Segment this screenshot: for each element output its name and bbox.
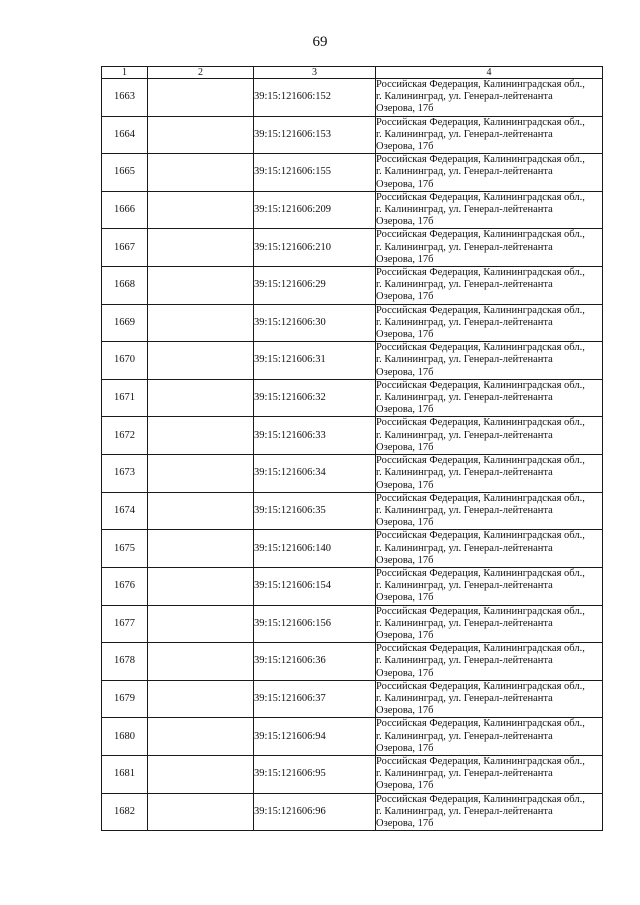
row-number: 1678 <box>102 643 148 681</box>
address-cell <box>376 417 603 455</box>
cadastral-number: 39:15:121606:156 <box>254 605 376 643</box>
address-line: г. Калининград, ул. Генерал-лейтенанта <box>376 204 553 216</box>
table-row <box>102 680 603 718</box>
address-line: Российская Федерация, Калининградская обл., <box>376 605 585 617</box>
address-line: Российская Федерация, Калининградская обл., <box>376 567 585 579</box>
address-cell <box>376 229 603 267</box>
address-line: г. Калининград, ул. Генерал-лейтенанта <box>376 429 553 441</box>
table-row <box>102 154 603 192</box>
address-line: Российская Федерация, Калининградская обл., <box>376 342 585 354</box>
table-row <box>102 567 603 605</box>
table-row <box>102 793 603 831</box>
column-2-cell <box>148 718 254 756</box>
address-line: г. Калининград, ул. Генерал-лейтенанта <box>376 128 553 140</box>
address-line: Озерова, 17б <box>376 366 434 378</box>
cadastral-number: 39:15:121606:32 <box>254 379 376 417</box>
cadastral-number: 39:15:121606:34 <box>254 455 376 493</box>
address-cell <box>376 267 603 305</box>
row-number: 1677 <box>102 605 148 643</box>
column-2-cell <box>148 79 254 117</box>
address-cell <box>376 116 603 154</box>
address-cell <box>376 530 603 568</box>
address-line: г. Калининград, ул. Генерал-лейтенанта <box>376 467 553 479</box>
address-line: Озерова, 17б <box>376 291 434 303</box>
column-2-cell <box>148 267 254 305</box>
address-cell <box>376 567 603 605</box>
address-line: г. Калининград, ул. Генерал-лейтенанта <box>376 692 553 704</box>
address-line: Озерова, 17б <box>376 479 434 491</box>
row-number: 1681 <box>102 755 148 793</box>
address-line: г. Калининград, ул. Генерал-лейтенанта <box>376 279 553 291</box>
cadastral-number: 39:15:121606:33 <box>254 417 376 455</box>
table-row <box>102 304 603 342</box>
column-2-cell <box>148 191 254 229</box>
column-2-cell <box>148 680 254 718</box>
table-row <box>102 605 603 643</box>
address-line: г. Калининград, ул. Генерал-лейтенанта <box>376 542 553 554</box>
address-cell <box>376 191 603 229</box>
page-number: 69 <box>312 34 328 50</box>
address-line: Российская Федерация, Калининградская обл., <box>376 755 585 767</box>
column-2-cell <box>148 567 254 605</box>
address-line: Российская Федерация, Калининградская обл., <box>376 718 585 730</box>
row-number: 1667 <box>102 229 148 267</box>
table-row <box>102 530 603 568</box>
address-line: г. Калининград, ул. Генерал-лейтенанта <box>376 655 553 667</box>
row-number: 1664 <box>102 116 148 154</box>
address-line: Озерова, 17б <box>376 592 434 604</box>
cadastral-number: 39:15:121606:210 <box>254 229 376 267</box>
row-number: 1672 <box>102 417 148 455</box>
column-2-cell <box>148 793 254 831</box>
address-line: Озерова, 17б <box>376 817 434 829</box>
address-cell <box>376 793 603 831</box>
column-2-cell <box>148 304 254 342</box>
column-2-cell <box>148 492 254 530</box>
address-cell <box>376 492 603 530</box>
cadastral-number: 39:15:121606:209 <box>254 191 376 229</box>
row-number: 1668 <box>102 267 148 305</box>
address-cell <box>376 379 603 417</box>
address-line: Российская Федерация, Калининградская обл., <box>376 455 585 467</box>
cadastral-number: 39:15:121606:35 <box>254 492 376 530</box>
address-line: Озерова, 17б <box>376 216 434 228</box>
address-line: Озерова, 17б <box>376 705 434 717</box>
address-line: г. Калининград, ул. Генерал-лейтенанта <box>376 504 553 516</box>
address-line: Озерова, 17б <box>376 517 434 529</box>
cadastral-number: 39:15:121606:94 <box>254 718 376 756</box>
row-number: 1674 <box>102 492 148 530</box>
address-cell <box>376 455 603 493</box>
table-row <box>102 718 603 756</box>
table-row <box>102 116 603 154</box>
row-number: 1671 <box>102 379 148 417</box>
column-header-4: 4 <box>376 67 603 79</box>
address-line: Российская Федерация, Калининградская обл., <box>376 304 585 316</box>
address-cell <box>376 718 603 756</box>
address-line: Российская Федерация, Калининградская обл., <box>376 267 585 279</box>
column-2-cell <box>148 417 254 455</box>
table-row <box>102 492 603 530</box>
row-number: 1666 <box>102 191 148 229</box>
column-2-cell <box>148 229 254 267</box>
row-number: 1676 <box>102 567 148 605</box>
column-2-cell <box>148 530 254 568</box>
row-number: 1669 <box>102 304 148 342</box>
address-line: г. Калининград, ул. Генерал-лейтенанта <box>376 580 553 592</box>
row-number: 1682 <box>102 793 148 831</box>
address-line: Российская Федерация, Калининградская обл., <box>376 379 585 391</box>
column-2-cell <box>148 643 254 681</box>
address-cell <box>376 680 603 718</box>
address-line: Озерова, 17б <box>376 141 434 153</box>
row-number: 1675 <box>102 530 148 568</box>
address-line: Российская Федерация, Калининградская обл., <box>376 793 585 805</box>
cadastral-number: 39:15:121606:155 <box>254 154 376 192</box>
cadastral-number: 39:15:121606:153 <box>254 116 376 154</box>
address-line: Озерова, 17б <box>376 404 434 416</box>
address-cell <box>376 605 603 643</box>
column-header-2: 2 <box>148 67 254 79</box>
table-row <box>102 379 603 417</box>
address-line: г. Калининград, ул. Генерал-лейтенанта <box>376 91 553 103</box>
address-cell <box>376 79 603 117</box>
address-line: г. Калининград, ул. Генерал-лейтенанта <box>376 805 553 817</box>
address-line: Озерова, 17б <box>376 742 434 754</box>
column-2-cell <box>148 116 254 154</box>
column-2-cell <box>148 605 254 643</box>
address-cell <box>376 154 603 192</box>
address-line: Российская Федерация, Калининградская обл., <box>376 79 585 90</box>
cadastral-number: 39:15:121606:154 <box>254 567 376 605</box>
address-line: Российская Федерация, Калининградская обл., <box>376 417 585 429</box>
cadastral-number: 39:15:121606:96 <box>254 793 376 831</box>
table-row <box>102 417 603 455</box>
cadastral-number: 39:15:121606:31 <box>254 342 376 380</box>
table-body <box>102 79 603 831</box>
address-cell <box>376 342 603 380</box>
row-number: 1679 <box>102 680 148 718</box>
address-line: Озерова, 17б <box>376 178 434 190</box>
table-row <box>102 342 603 380</box>
column-2-cell <box>148 755 254 793</box>
table-row <box>102 229 603 267</box>
address-line: Российская Федерация, Калининградская обл., <box>376 492 585 504</box>
row-number: 1665 <box>102 154 148 192</box>
address-line: Озерова, 17б <box>376 441 434 453</box>
address-cell <box>376 755 603 793</box>
table-row <box>102 191 603 229</box>
address-line: г. Калининград, ул. Генерал-лейтенанта <box>376 617 553 629</box>
table-row <box>102 267 603 305</box>
column-2-cell <box>148 342 254 380</box>
address-cell <box>376 643 603 681</box>
cadastral-number: 39:15:121606:30 <box>254 304 376 342</box>
cadastral-number: 39:15:121606:140 <box>254 530 376 568</box>
column-header-3: 3 <box>254 67 376 79</box>
column-2-cell <box>148 379 254 417</box>
cadastral-number: 39:15:121606:95 <box>254 755 376 793</box>
address-line: Озерова, 17б <box>376 329 434 341</box>
address-line: Озерова, 17б <box>376 253 434 265</box>
address-line: Российская Федерация, Калининградская обл., <box>376 154 585 166</box>
address-line: Озерова, 17б <box>376 554 434 566</box>
address-line: г. Калининград, ул. Генерал-лейтенанта <box>376 392 553 404</box>
address-line: Озерова, 17б <box>376 667 434 679</box>
table-row <box>102 755 603 793</box>
address-line: Российская Федерация, Калининградская обл., <box>376 530 585 542</box>
address-line: Российская Федерация, Калининградская обл., <box>376 643 585 655</box>
address-line: г. Калининград, ул. Генерал-лейтенанта <box>376 354 553 366</box>
address-line: Российская Федерация, Калининградская обл., <box>376 229 585 241</box>
row-number: 1663 <box>102 79 148 117</box>
cadastral-number: 39:15:121606:37 <box>254 680 376 718</box>
address-line: Озерова, 17б <box>376 629 434 641</box>
row-number: 1670 <box>102 342 148 380</box>
address-line: Российская Федерация, Калининградская обл., <box>376 116 585 128</box>
address-line: Российская Федерация, Калининградская обл., <box>376 680 585 692</box>
address-line: г. Калининград, ул. Генерал-лейтенанта <box>376 730 553 742</box>
address-line: Российская Федерация, Калининградская обл., <box>376 191 585 203</box>
cadastral-number: 39:15:121606:152 <box>254 79 376 117</box>
address-line: г. Калининград, ул. Генерал-лейтенанта <box>376 166 553 178</box>
row-number: 1673 <box>102 455 148 493</box>
property-registry-table <box>101 66 603 831</box>
cadastral-number: 39:15:121606:29 <box>254 267 376 305</box>
table-header-row <box>102 67 603 79</box>
column-2-cell <box>148 154 254 192</box>
cadastral-number: 39:15:121606:36 <box>254 643 376 681</box>
address-cell <box>376 304 603 342</box>
table-row <box>102 643 603 681</box>
address-line: г. Калининград, ул. Генерал-лейтенанта <box>376 768 553 780</box>
table-row <box>102 79 603 117</box>
row-number: 1680 <box>102 718 148 756</box>
table-row <box>102 455 603 493</box>
address-line: Озерова, 17б <box>376 780 434 792</box>
column-2-cell <box>148 455 254 493</box>
address-line: г. Калининград, ул. Генерал-лейтенанта <box>376 316 553 328</box>
address-line: Озерова, 17б <box>376 103 434 115</box>
address-line: г. Калининград, ул. Генерал-лейтенанта <box>376 241 553 253</box>
column-header-1: 1 <box>102 67 148 79</box>
